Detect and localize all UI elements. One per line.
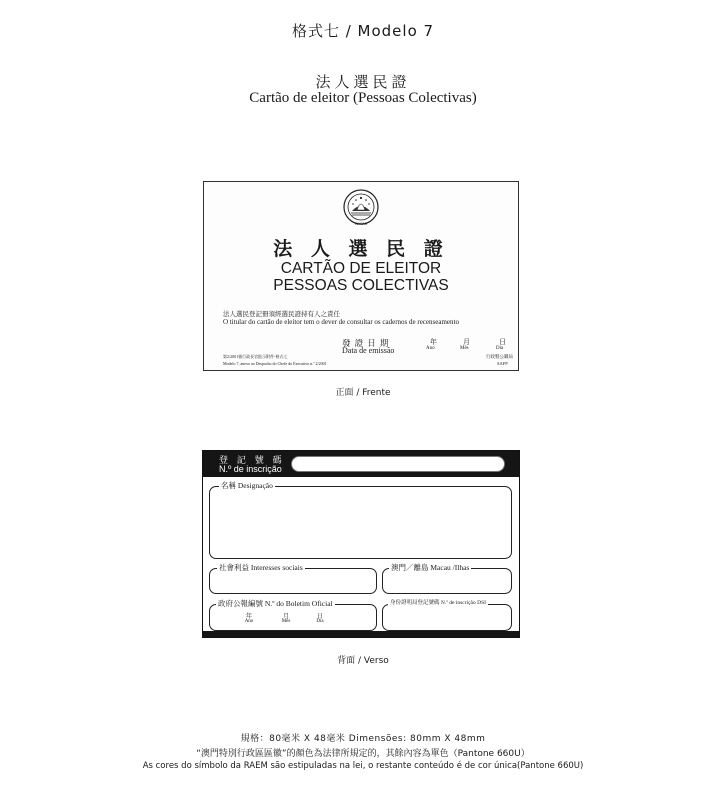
card-title-pt-1: CARTÃO DE ELEITOR (280, 260, 442, 277)
color-note-zh: “澳門特別行政區區徽”的顏色為法律所規定的，其餘內容為單色（Pantone 660U） (196, 749, 530, 759)
duty-text-zh: 法人選民登記冊須經選民證持有人之責任 (223, 311, 340, 318)
registration-number-field (291, 456, 505, 472)
document-title-pt: Cartão de eleitor (Pessoas Colectivas) (249, 90, 477, 106)
card-title-pt-2: PESSOAS COLECTIVAS (273, 277, 449, 294)
designation-label: 名稱 Designação (221, 481, 273, 490)
macau-islands-label: 澳門／離島 Macau /Ilhas (391, 563, 470, 572)
dimensions-note: 規格：80毫米 X 48毫米 Dimensões: 80mm X 48mm (240, 734, 486, 744)
front-caption: 正面 / Frente (335, 388, 391, 398)
card-title-zh: 法 人 選 民 證 (273, 238, 449, 260)
registration-label-zh: 登 記 號 碼 (219, 456, 285, 466)
agency-pt: SAFP (497, 361, 508, 366)
dsi-box (382, 604, 512, 631)
day-label-zh: 日 (499, 338, 506, 346)
card-front (203, 181, 519, 371)
issue-date-label-zh: 發 證 日 期 (342, 338, 390, 348)
footer-ref-zh: 第2/2001號行政長官批示附件-格式七 (223, 354, 288, 359)
back-caption: 背面 / Verso (337, 656, 389, 666)
macau-emblem-icon (343, 189, 379, 225)
color-note-pt: As cores do símbolo da RAEM são estipuladas na lei, o restante conteúdo é de cor única(Pantone 660U) (142, 761, 584, 771)
month-label-pt: Mês (460, 346, 469, 351)
agency-zh: 行政暨公職局 (486, 354, 513, 359)
social-interests-label: 社會利益 Interesses sociais (219, 563, 303, 572)
back-month-pt: Mês (281, 619, 291, 624)
footer-ref-pt: Modelo 7, anexo ao Despacho do Chefe do Executivo n.º 2/2001 (223, 361, 327, 366)
issue-date-label-pt: Data de emissão (342, 346, 395, 355)
year-label-pt: Ano (426, 346, 435, 351)
document-title-zh: 法人選民證 (315, 73, 411, 91)
bulletin-label: 政府公報編號 N.º do Boletim Oficial (218, 599, 333, 608)
duty-text-pt: O titular do cartão de eleitor tem o dever de consultar os cadernos de recenseamento (223, 318, 459, 326)
year-label-zh: 年 (430, 338, 437, 346)
card-back (202, 450, 520, 638)
page-heading: 格式七 / Modelo 7 (291, 22, 435, 40)
back-day-zh: 日 (316, 614, 323, 620)
dsi-label: 身份證明局登記號碼 N.º de inscrição DSI (390, 600, 486, 606)
bulletin-box (209, 604, 377, 631)
back-day-pt: Dia (316, 619, 324, 624)
back-year-pt: Ano (244, 619, 254, 624)
back-footer-bar (203, 631, 519, 637)
back-year-zh: 年 (245, 614, 252, 620)
day-label-pt: Dia (496, 346, 504, 351)
registration-header-bar (203, 451, 519, 477)
registration-label-pt: N.º de inscrição (219, 464, 282, 474)
month-label-zh: 月 (463, 338, 470, 346)
designation-box (209, 486, 512, 559)
emblem-text: MACAU (354, 222, 368, 226)
back-month-zh: 月 (282, 614, 289, 620)
